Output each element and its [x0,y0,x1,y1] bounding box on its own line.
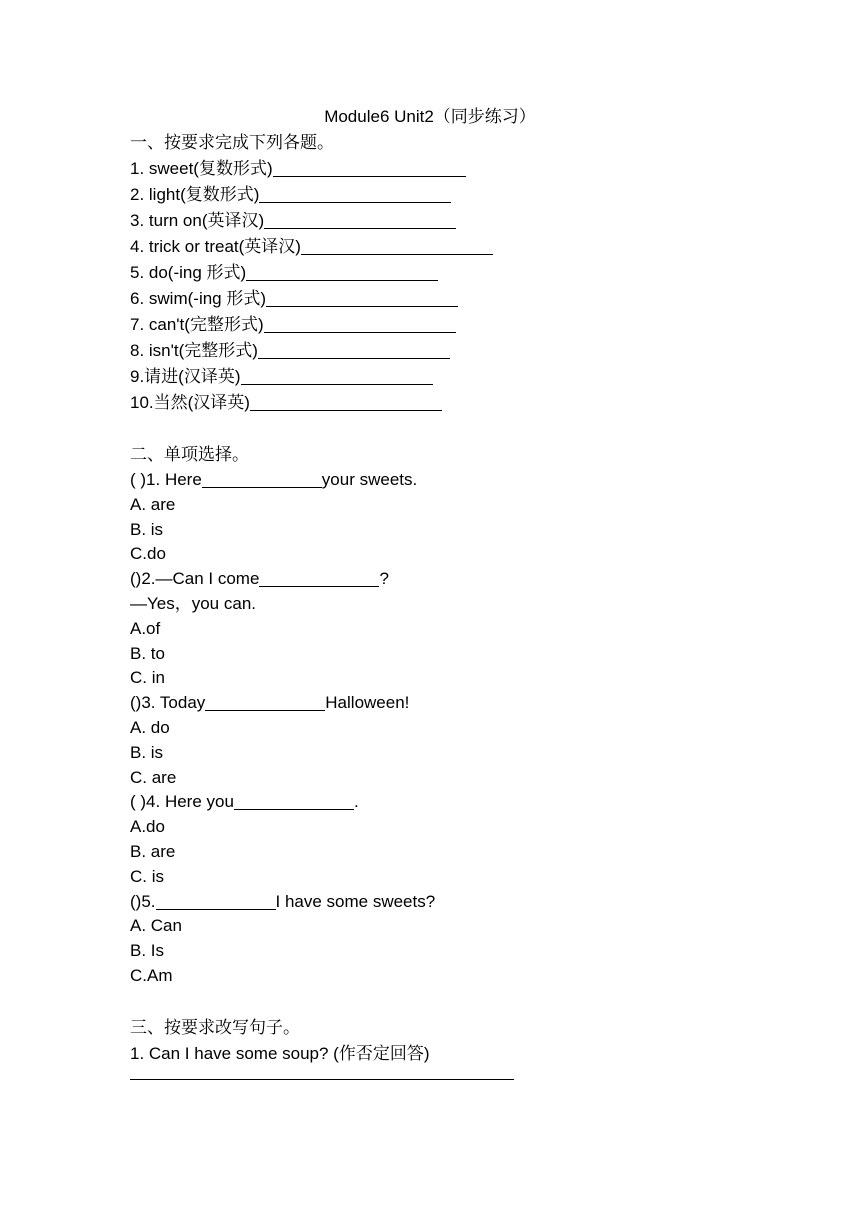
question-text: ? [379,569,389,589]
s1-item-4 [130,234,770,260]
s1-item-text: 10.当然(汉译英) [130,393,250,412]
question-text: . [353,792,359,812]
question-text: Halloween! [325,693,410,713]
s1-item-text: 9.请进(汉译英) [130,367,241,386]
option: A. are [130,494,176,514]
option: B. is [130,742,164,762]
s1-item-2 [130,182,770,208]
s3-item-1: 1. Can I have some soup? (作否定回答) [130,1043,430,1063]
answer-blank[interactable] [259,569,379,587]
question-text: ( )1. Here [130,470,202,489]
option: C.Am [130,965,173,985]
page-title: Module6 Unit2（同步练习） [324,107,536,126]
answer-blank[interactable] [264,315,456,333]
s1-item-7 [130,312,770,338]
question-4 [130,790,770,815]
question-3 [130,691,770,716]
question-1 [130,468,770,493]
s1-item-text: 5. do(-ing 形式) [130,263,247,282]
option: B. to [130,643,165,663]
option: A.of [130,618,161,638]
answer-blank[interactable] [156,892,276,910]
question-text: ()5. [130,891,156,911]
question-5 [130,890,770,915]
option: C.do [130,544,166,564]
answer-blank[interactable] [301,237,493,255]
option: C. in [130,668,165,688]
question-text: ()2.—Can I come [130,569,260,589]
answer-line[interactable] [130,1071,514,1080]
section1-heading: 一、按要求完成下列各题。 [130,133,334,153]
question-text: ( )4. Here you [130,792,234,812]
question-2 [130,567,770,592]
answer-blank[interactable] [258,341,450,359]
answer-blank[interactable] [234,792,354,810]
s1-item-8 [130,338,770,364]
option: C. are [130,767,177,787]
question-text: I have some sweets? [275,891,436,911]
s1-item-3 [130,208,770,234]
s1-item-text: 1. sweet(复数形式) [130,159,273,178]
answer-blank[interactable] [259,185,451,203]
s1-item-1 [130,156,770,182]
s1-item-text: 4. trick or treat(英译汉) [130,237,301,256]
answer-blank[interactable] [202,470,322,488]
s1-item-text: 7. can't(完整形式) [130,315,264,334]
s1-item-text: 8. isn't(完整形式) [130,341,258,360]
option: C. is [130,866,164,886]
question-reply: —Yes，you can. [130,593,256,613]
option: A. do [130,717,170,737]
option: A. Can [130,916,182,936]
question-text: your sweets. [321,470,418,489]
answer-blank[interactable] [241,367,433,385]
answer-blank[interactable] [250,393,442,411]
answer-blank[interactable] [266,289,458,307]
s1-item-text: 3. turn on(英译汉) [130,211,265,230]
question-text: ()3. Today [130,693,206,713]
s1-item-10 [130,390,770,416]
option: B. Is [130,941,165,961]
s1-item-9 [130,364,770,390]
answer-blank[interactable] [273,159,466,177]
s1-item-6 [130,286,770,312]
s1-item-text: 2. light(复数形式) [130,185,260,204]
answer-blank[interactable] [264,211,456,229]
option: B. are [130,841,176,861]
answer-blank[interactable] [246,263,438,281]
section2-heading: 二、单项选择。 [130,445,249,465]
option: B. is [130,519,164,539]
section3-heading: 三、按要求改写句子。 [130,1017,300,1038]
s1-item-text: 6. swim(-ing 形式) [130,289,267,308]
s1-item-5 [130,260,770,286]
answer-blank[interactable] [205,693,325,711]
worksheet-content [130,130,770,1080]
option: A.do [130,817,165,837]
